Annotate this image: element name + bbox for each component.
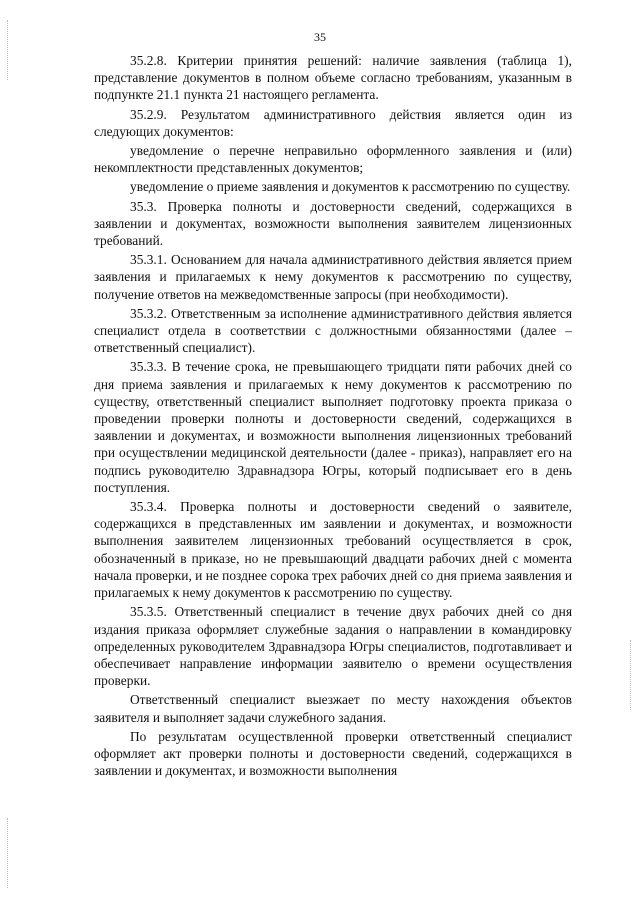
document-body [94, 52, 572, 781]
paragraph-35-3-3: 35.3.3. В течение срока, не превышающего тридцати пяти рабочих дней со дня приема заявления и прилагаемых к нему документов к рассмотрению по существу, ответственный специалист выполняет подготовку проекта приказа о проведении проверки полноты и достоверности сведений, содержащихся в заявлении и документах, и возможности выполнения лицензионных требований при осуществлении медицинской деятельности (далее - приказ), направляет его на подпись руководителю Здравнадзора Югры, который подписывает его в день поступления. [94, 359, 572, 495]
paragraph-35-3: 35.3. Проверка полноты и достоверности сведений, содержащихся в заявлении и документах, возможности выполнения заявителем лицензионных требований. [94, 198, 572, 249]
paragraph-specialist-visit: Ответственный специалист выезжает по месту нахождения объектов заявителя и выполняет задачи служебного задания. [94, 692, 572, 725]
scan-edge-mark [630, 640, 632, 710]
paragraph-35-3-5: 35.3.5. Ответственный специалист в течение двух рабочих дней со дня издания приказа оформляет служебные задания о направлении в командировку определенных руководителем Здравнадзора Югры специалистов, подготавливает и обеспечивает направление информации заявителю о времени осуществления проверки. [94, 604, 572, 689]
paragraph-35-3-2: 35.3.2. Ответственным за исполнение административного действия является специалист отдела в соответствии с должностными обязанностями (далее – ответственный специалист). [94, 305, 572, 356]
paragraph-35-3-1: 35.3.1. Основанием для начала административного действия является прием заявления и прилагаемых к нему документов к рассмотрению по существу, получение ответов на межведомственные запросы (при необходимости). [94, 252, 572, 302]
scan-edge-mark [7, 818, 9, 888]
page-number: 35 [314, 30, 326, 44]
scan-edge-mark [7, 20, 9, 80]
paragraph-notice-incorrect: уведомление о перечне неправильно оформленного заявления и (или) некомплектности представленных документов; [94, 143, 572, 176]
paragraph-35-2-9: 35.2.9. Результатом административного действия является один из следующих документов: [94, 106, 572, 139]
paragraph-35-3-4: 35.3.4. Проверка полноты и достоверности сведений о заявителе, содержащихся в представленных им заявлении и документах, и возможности выполнения заявителем лицензионных требований осуществляется в срок, обозначенный в приказе, но не превышающий двадцати рабочих дней с момента начала проверки, и не позднее сорока трех рабочих дней со дня приема заявления и прилагаемых к нему документов к рассмотрению по существу. [94, 499, 572, 601]
paragraph-35-2-8: 35.2.8. Критерии принятия решений: наличие заявления (таблица 1), представление документов в полном объеме согласно требованиям, указанным в подпункте 21.1 пункта 21 настоящего регламента. [94, 53, 572, 103]
paragraph-notice-accepted: уведомление о приеме заявления и документов к рассмотрению по существу. [130, 179, 571, 195]
paragraph-inspection-results: По результатам осуществленной проверки ответственный специалист оформляет акт проверки полноты и достоверности сведений, содержащихся в заявлении и документах, и возможности выполнения [94, 728, 572, 779]
